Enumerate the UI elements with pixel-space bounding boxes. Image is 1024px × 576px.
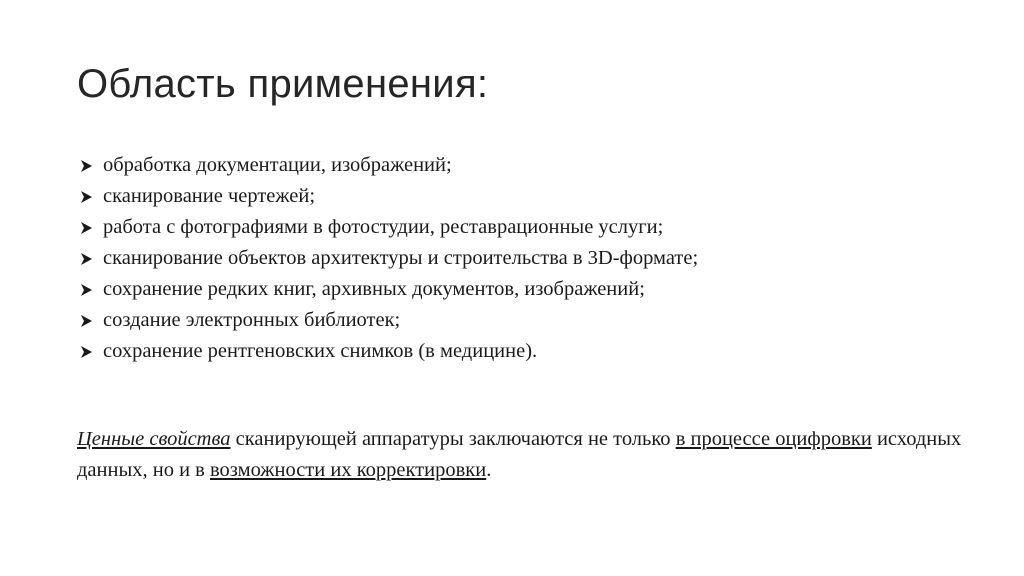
bullet-item: [77, 212, 698, 243]
bullet-item: [77, 336, 698, 367]
arrow-bullet-icon: [77, 243, 103, 274]
emphasis-valuable-properties: Ценные свойства: [77, 428, 231, 450]
bullet-text: обработка документации, изображений;: [103, 154, 452, 176]
bullet-text: работа с фотографиями в фотостудии, реставрационные услуги;: [103, 216, 664, 238]
paragraph-text: исходных данных, но и в: [77, 428, 962, 481]
arrow-bullet-icon: [77, 181, 103, 212]
underline-digitization: в процессе оцифровки: [675, 428, 872, 450]
arrow-bullet-icon: [77, 336, 103, 367]
arrow-bullet-icon: [77, 150, 103, 181]
bullet-item: [77, 243, 698, 274]
bullet-text: сканирование чертежей;: [103, 185, 316, 207]
arrow-bullet-icon: [77, 305, 103, 336]
bullet-text: сохранение редких книг, архивных документов, изображений;: [103, 278, 645, 300]
bullet-item: [77, 305, 698, 336]
bullet-item: [77, 274, 698, 305]
bullet-item: [77, 181, 698, 212]
arrow-bullet-icon: [77, 274, 103, 305]
bullet-text: сохранение рентгеновских снимков (в медицине).: [103, 340, 538, 362]
summary-paragraph: [77, 424, 967, 486]
paragraph-text: сканирующей аппаратуры заключаются не только: [230, 428, 676, 450]
bullet-item: [77, 150, 698, 181]
slide-title: Область применения:: [77, 62, 489, 106]
bullet-text: сканирование объектов архитектуры и строительства в 3D-формате;: [103, 247, 699, 269]
arrow-bullet-icon: [77, 212, 103, 243]
bullet-list: [77, 150, 698, 367]
bullet-text: создание электронных библиотек;: [103, 309, 401, 331]
paragraph-end: .: [486, 459, 492, 481]
underline-correction: возможности их корректировки: [210, 459, 487, 481]
